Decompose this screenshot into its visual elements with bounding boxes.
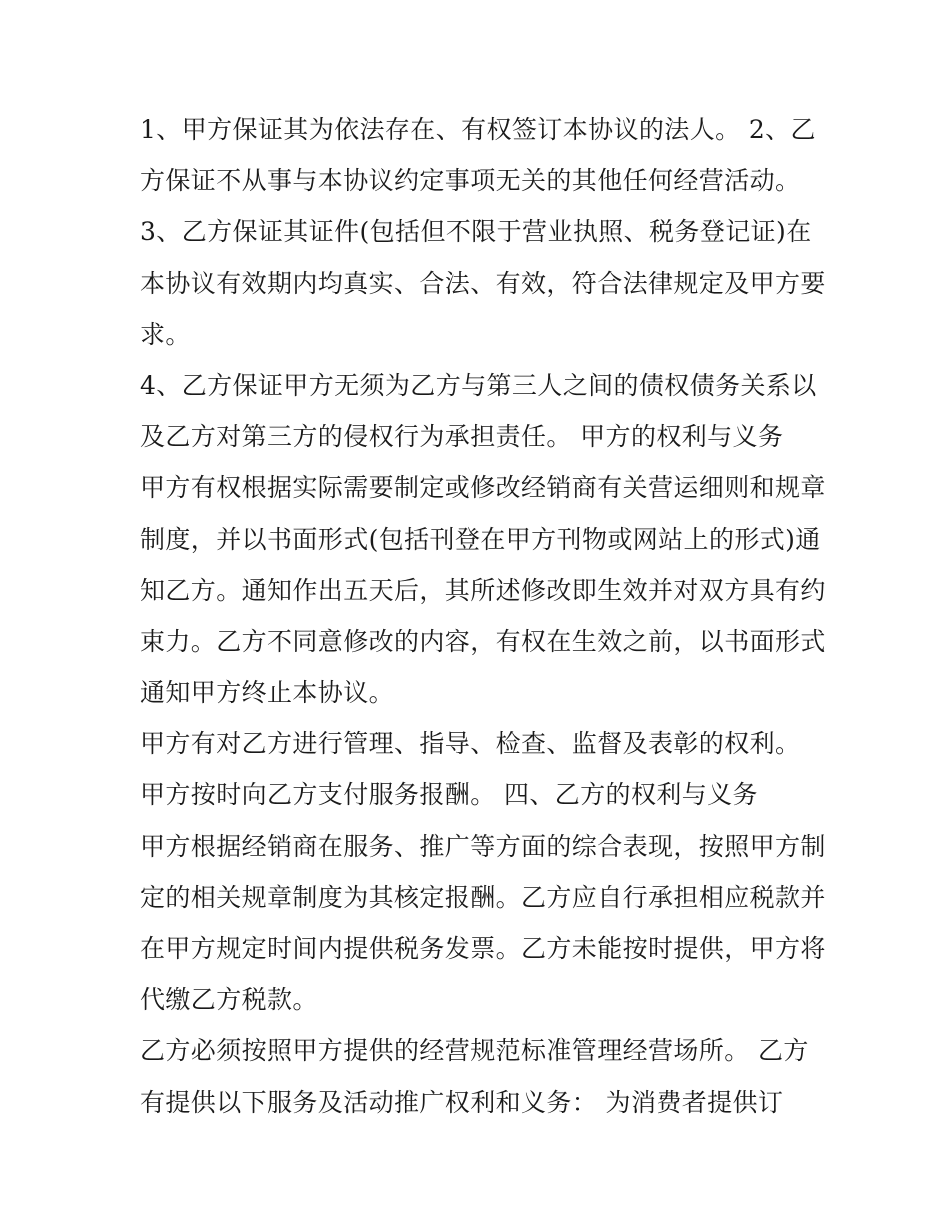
text-line: 及乙方对第三方的侵权行为承担责任。 甲方的权利与义务 — [140, 422, 784, 452]
text-line: 甲方根据经销商在服务、推广等方面的综合表现，按照甲方制 — [140, 831, 826, 861]
text-line: 知乙方。通知作出五天后，其所述修改即生效并对双方具有约 — [140, 575, 826, 605]
text-line: 方保证不从事与本协议约定事项无关的其他任何经营活动。 — [140, 166, 801, 196]
text-line: 本协议有效期内均真实、合法、有效，符合法律规定及甲方要 — [140, 268, 826, 298]
text-line: 代缴乙方税款。 — [140, 985, 318, 1015]
text-line: 束力。乙方不同意修改的内容，有权在生效之前，以书面形式 — [140, 626, 826, 656]
text-line: 在甲方规定时间内提供税务发票。乙方未能按时提供，甲方将 — [140, 934, 826, 963]
text-line: 4、乙方保证甲方无须为乙方与第三人之间的债权债务关系以 — [140, 370, 817, 400]
text-line: 求。 — [140, 319, 191, 349]
text-line: 甲方有权根据实际需要制定或修改经销商有关营运细则和规章 — [140, 473, 826, 503]
text-line: 制度，并以书面形式(包括刊登在甲方刊物或网站上的形式)通 — [140, 524, 821, 554]
document-body — [140, 104, 830, 1128]
text-line: 甲方有对乙方进行管理、指导、检查、监督及表彰的权利。 — [140, 729, 801, 759]
text-line: 甲方按时向乙方支付服务报酬。 四、乙方的权利与义务 — [140, 780, 758, 810]
text-line: 通知甲方终止本协议。 — [140, 678, 395, 708]
text-line: 乙方必须按照甲方提供的经营规范标准管理经营场所。 乙方 — [140, 1036, 809, 1066]
text-line: 有提供以下服务及活动推广权利和义务： 为消费者提供订 — [140, 1087, 784, 1117]
text-line: 定的相关规章制度为其核定报酬。乙方应自行承担相应税款并 — [140, 882, 826, 912]
text-line: 1、甲方保证其为依法存在、有权签订本协议的法人。 2、乙 — [140, 115, 816, 144]
text-line: 3、乙方保证其证件(包括但不限于营业执照、税务登记证)在 — [140, 217, 812, 247]
